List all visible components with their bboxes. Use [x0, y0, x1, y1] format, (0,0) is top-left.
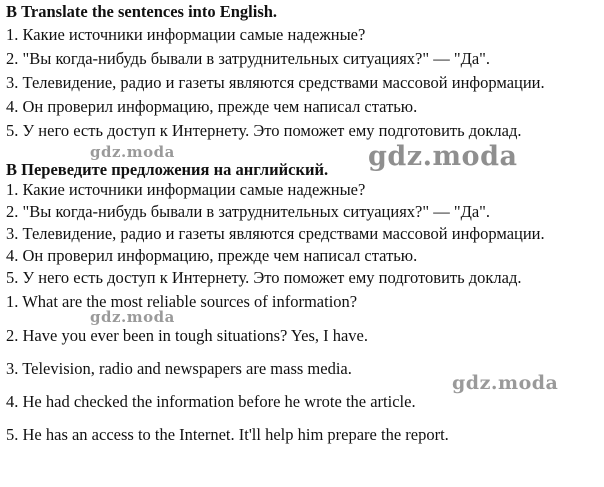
watermark-gdz-moda: gdz.moda: [368, 141, 518, 172]
answer-4: 4. He had checked the information before he wrote the article.: [6, 392, 416, 411]
section-a-sentence-3: 3. Телевидение, радио и газеты являются средствами массовой информации.: [6, 73, 545, 92]
section-b-sentence-5: 5. У него есть доступ к Интернету. Это поможет ему подготовить доклад.: [6, 268, 522, 287]
watermark-gdz-moda: gdz.moda: [90, 308, 175, 326]
section-a-sentence-4: 4. Он проверил информацию, прежде чем написал статью.: [6, 97, 418, 116]
section-a-sentence-2: 2. "Вы когда-нибудь бывали в затруднительных ситуациях?" — "Да".: [6, 49, 491, 68]
watermark-gdz-moda: gdz.moda: [90, 143, 175, 161]
answer-3: 3. Television, radio and newspapers are mass media.: [6, 359, 352, 378]
answer-2: 2. Have you ever been in tough situations? Yes, I have.: [6, 326, 369, 345]
section-b-heading: В Переведите предложения на английский.: [6, 160, 329, 179]
section-a-heading: В Translate the sentences into English.: [6, 2, 278, 21]
section-a-sentence-1: 1. Какие источники информации самые надежные?: [6, 25, 366, 44]
section-a-sentence-5: 5. У него есть доступ к Интернету. Это поможет ему подготовить доклад.: [6, 121, 522, 140]
answer-1: 1. What are the most reliable sources of information?: [6, 292, 358, 311]
section-b-sentence-2: 2. "Вы когда-нибудь бывали в затруднительных ситуациях?" — "Да".: [6, 202, 491, 221]
section-b-sentence-1: 1. Какие источники информации самые надежные?: [6, 180, 366, 199]
answer-5: 5. He has an access to the Internet. It'll help him prepare the report.: [6, 425, 449, 444]
section-b-sentence-3: 3. Телевидение, радио и газеты являются средствами массовой информации.: [6, 224, 545, 243]
watermark-gdz-moda: gdz.moda: [452, 372, 559, 394]
section-b-sentence-4: 4. Он проверил информацию, прежде чем написал статью.: [6, 246, 418, 265]
